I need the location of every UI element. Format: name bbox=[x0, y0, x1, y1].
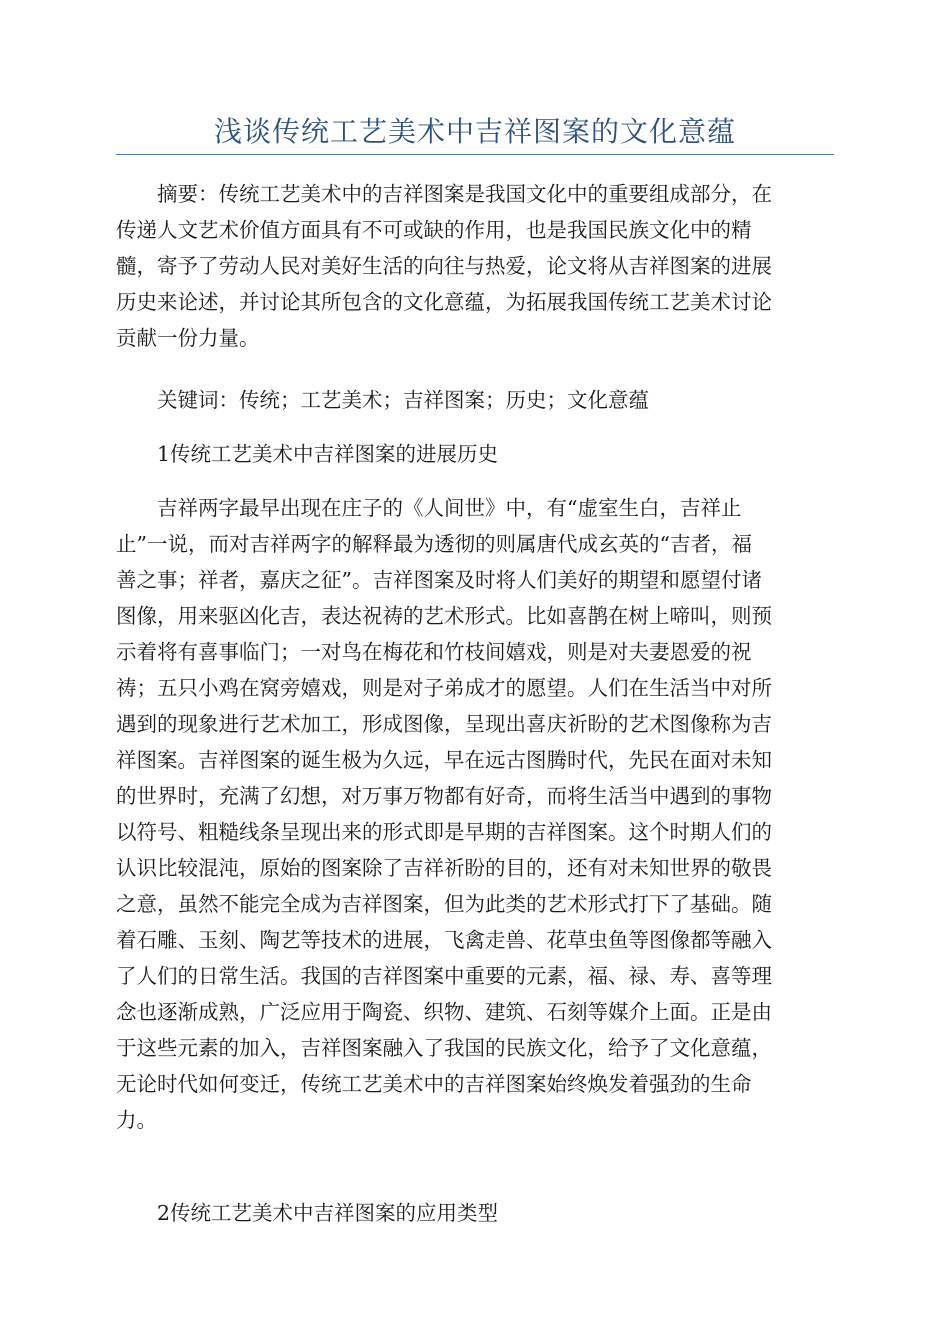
abstract-paragraph bbox=[116, 176, 834, 356]
abstract-line: 摘要：传统工艺美术中的吉祥图案是我国文化中的重要组成部分，在 bbox=[157, 182, 772, 206]
abstract-line: 历史来论述，并讨论其所包含的文化意蕴，为拓展我国传统工艺美术讨论 bbox=[116, 290, 772, 314]
paragraph-line: 遇到的现象进行艺术加工，形成图像，呈现出喜庆祈盼的艺术图像称为吉 bbox=[116, 712, 772, 736]
paragraph-line: 的世界时，充满了幻想，对万事万物都有好奇，而将生活当中遇到的事物 bbox=[116, 784, 772, 808]
document-title: 浅谈传统工艺美术中吉祥图案的文化意蕴 bbox=[213, 115, 736, 148]
title-underline bbox=[116, 154, 834, 155]
paragraph-line: 了人们的日常生活。我国的吉祥图案中重要的元素，福、禄、寿、喜等理 bbox=[116, 964, 772, 988]
paragraph-line: 祥图案。吉祥图案的诞生极为久远，早在远古图腾时代，先民在面对未知 bbox=[116, 748, 772, 772]
keywords-line: 关键词：传统；工艺美术；吉祥图案；历史；文化意蕴 bbox=[157, 388, 649, 412]
paragraph-line: 示着将有喜事临门；一对鸟在梅花和竹枝间嬉戏，则是对夫妻恩爱的祝 bbox=[116, 640, 752, 664]
paragraph-line: 之意，虽然不能完全成为吉祥图案，但为此类的艺术形式打下了基础。随 bbox=[116, 892, 772, 916]
paragraph-line: 力。 bbox=[116, 1108, 157, 1132]
paragraph-line: 善之事；祥者，嘉庆之征”。吉祥图案及时将人们美好的期望和愿望付诸 bbox=[116, 568, 762, 592]
section-heading-1-text: 1传统工艺美术中吉祥图案的进展历史 bbox=[157, 442, 499, 466]
section-heading-2 bbox=[116, 1195, 834, 1231]
section-heading-1 bbox=[116, 436, 834, 472]
keywords-paragraph bbox=[116, 382, 834, 418]
section-heading-2-text: 2传统工艺美术中吉祥图案的应用类型 bbox=[157, 1201, 499, 1225]
paragraph-line: 止”一说，而对吉祥两字的解释最为透彻的则属唐代成玄英的“吉者，福 bbox=[116, 532, 752, 556]
paragraph-line: 着石雕、玉刻、陶艺等技术的进展，飞禽走兽、花草虫鱼等图像都等融入 bbox=[116, 928, 772, 952]
paragraph-line: 吉祥两字最早出现在庄子的《人间世》中，有“虚室生白，吉祥止 bbox=[157, 496, 742, 520]
paragraph-line: 祷；五只小鸡在窝旁嬉戏，则是对子弟成才的愿望。人们在生活当中对所 bbox=[116, 676, 772, 700]
paragraph-line: 以符号、粗糙线条呈现出来的形式即是早期的吉祥图案。这个时期人们的 bbox=[116, 820, 772, 844]
abstract-line: 贡献一份力量。 bbox=[116, 326, 260, 350]
abstract-line: 髓，寄予了劳动人民对美好生活的向往与热爱，论文将从吉祥图案的进展 bbox=[116, 254, 772, 278]
abstract-line: 传递人文艺术价值方面具有不可或缺的作用，也是我国民族文化中的精 bbox=[116, 218, 752, 242]
section-1-paragraph bbox=[116, 490, 834, 1138]
paragraph-line: 认识比较混沌，原始的图案除了吉祥祈盼的目的，还有对未知世界的敬畏 bbox=[116, 856, 772, 880]
paragraph-line: 图像，用来驱凶化吉，表达祝祷的艺术形式。比如喜鹊在树上啼叫，则预 bbox=[116, 604, 772, 628]
paragraph-line: 无论时代如何变迁，传统工艺美术中的吉祥图案始终焕发着强劲的生命 bbox=[116, 1072, 752, 1096]
paragraph-line: 于这些元素的加入，吉祥图案融入了我国的民族文化，给予了文化意蕴， bbox=[116, 1036, 772, 1060]
paragraph-line: 念也逐渐成熟，广泛应用于陶瓷、织物、建筑、石刻等媒介上面。正是由 bbox=[116, 1000, 772, 1024]
